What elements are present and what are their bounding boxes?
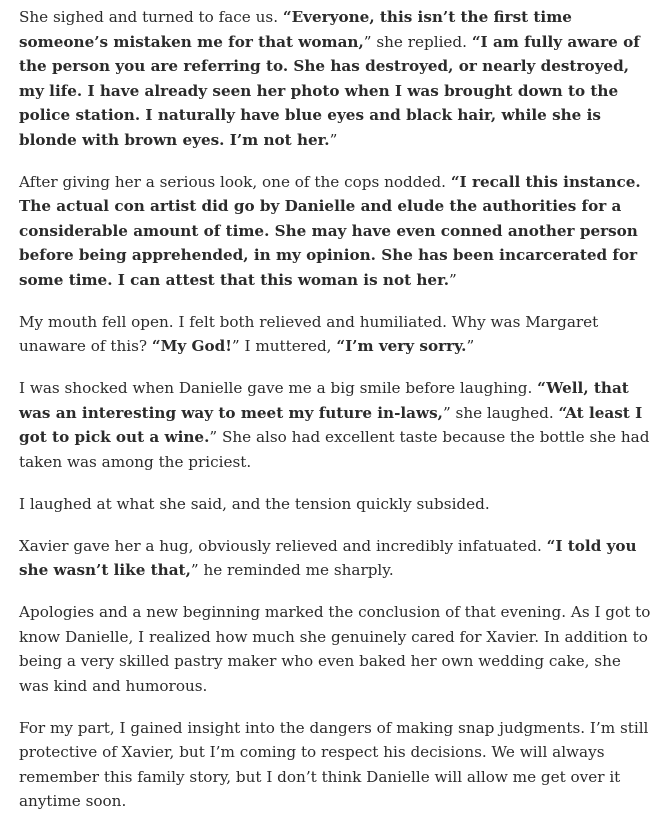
paragraph-text: ” she laughed. bbox=[442, 403, 559, 422]
paragraph-7 bbox=[19, 600, 654, 698]
paragraph-6 bbox=[19, 534, 654, 583]
paragraph-text: Xavier gave her a hug, obviously relieved and incredibly infatuated. bbox=[19, 536, 547, 555]
paragraph-text: Apologies and a new beginning marked the conclusion of that evening. As I got to know Danielle, I realized how much she genuinely cared for Xavier. In addition to being a very skilled pastry maker who even baked her own wedding cake, she was kind and humorous. bbox=[19, 603, 651, 695]
paragraph-2 bbox=[19, 170, 654, 293]
dialogue-quote: “I told you she wasn’t like that, bbox=[19, 536, 637, 579]
paragraph-text: My mouth fell open. I felt both relieved and humiliated. Why was Margaret unaware of this? bbox=[19, 312, 599, 355]
paragraph-text: ” She also had excellent taste because the bottle she had taken was among the priciest. bbox=[19, 428, 650, 471]
dialogue-quote: “I’m very sorry. bbox=[336, 337, 467, 355]
paragraph-text: She sighed and turned to face us. bbox=[19, 8, 283, 26]
paragraph-text: ” bbox=[466, 337, 475, 355]
paragraph-text: ” bbox=[329, 130, 338, 149]
paragraph-text: For my part, I gained insight into the dangers of making snap judgments. I’m still protective of Xavier, but I’m coming to respect his decisions. We will always remember this family story, but I don’t think Danielle will allow me get over it anytime soon. bbox=[19, 718, 649, 810]
paragraph-text: After giving her a serious look, one of the cops nodded. bbox=[19, 172, 451, 191]
paragraph-5 bbox=[19, 492, 654, 517]
dialogue-quote: “Everyone, this isn’t the first time someone’s mistaken me for that woman, bbox=[19, 8, 572, 51]
dialogue-quote: “I recall this instance. The actual con artist did go by Danielle and elude the authorities for a considerable amount of time. She may have even conned another person before being apprehended, in my opinion. She has been incarcerated for some time. I can attest that this woman is not her. bbox=[19, 172, 641, 289]
paragraph-3 bbox=[19, 310, 654, 359]
dialogue-quote: “My God! bbox=[151, 337, 232, 355]
paragraph-text: ” bbox=[448, 270, 457, 289]
paragraph-text: ” I muttered, bbox=[231, 337, 337, 355]
paragraph-4 bbox=[19, 376, 654, 474]
paragraph-text: I laughed at what she said, and the tension quickly subsided. bbox=[19, 494, 490, 513]
paragraph-text: I was shocked when Danielle gave me a big smile before laughing. bbox=[19, 379, 538, 397]
paragraph-text: ” she replied. bbox=[363, 32, 472, 51]
dialogue-quote: “I am fully aware of the person you are referring to. She has destroyed, or nearly destroyed, my life. I have already seen her photo when I was brought down to the police station. I naturally have blue eyes and black hair, while she is blonde with brown eyes. I’m not her. bbox=[19, 32, 640, 149]
paragraph-text: ” he reminded me sharply. bbox=[190, 561, 394, 579]
paragraph-1 bbox=[19, 5, 654, 152]
dialogue-quote: “Well, that was an interesting way to meet my future in-laws, bbox=[19, 379, 629, 422]
dialogue-quote: “At least I got to pick out a wine. bbox=[19, 403, 643, 446]
